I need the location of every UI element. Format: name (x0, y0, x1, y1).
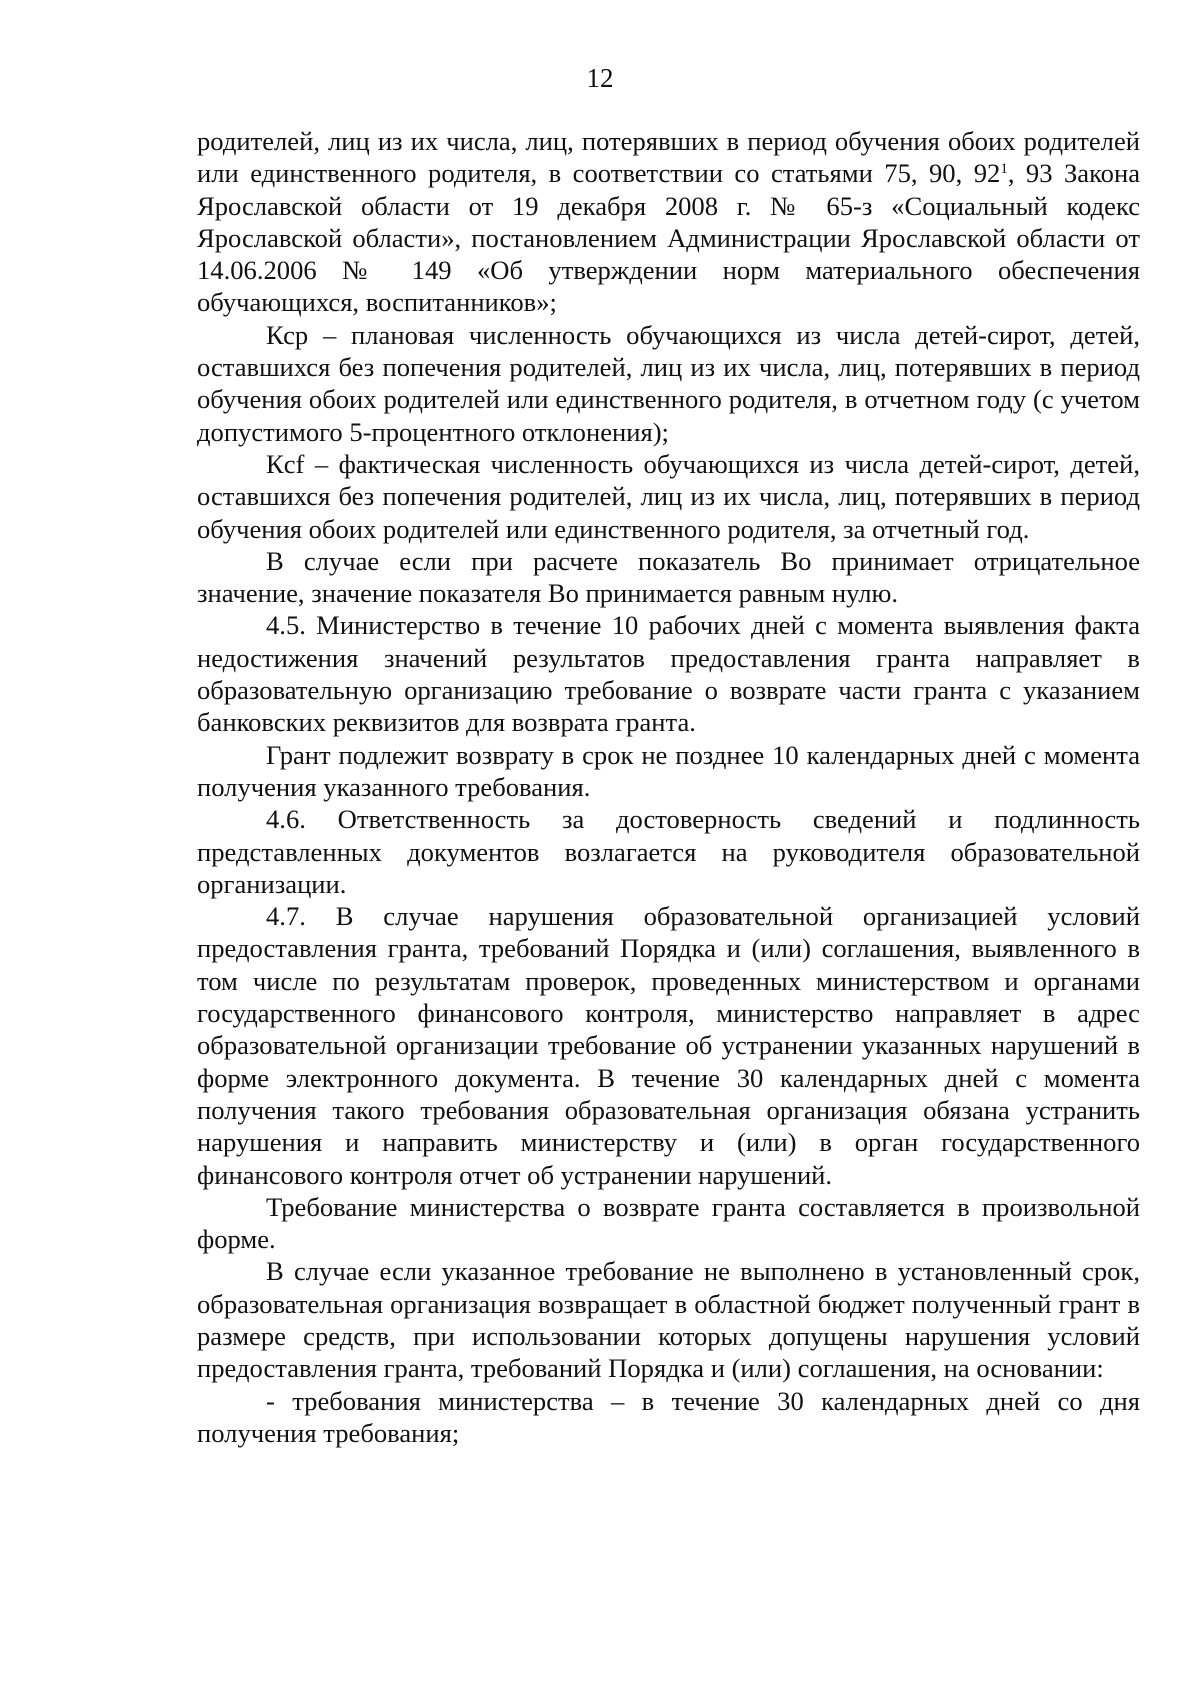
paragraph-unfulfilled-requirement: В случае если указанное требование не выполнено в установленный срок, образовательная организация возвращает в областной бюджет полученный грант в размере средств, при использовании которых допущены нарушения условий предоставления гранта, требований Порядка и (или) соглашения, на основании: (197, 1256, 1140, 1384)
paragraph-kcf-definition: Кcf – фактическая численность обучающихся из числа детей-сирот, детей, оставшихся без попечения родителей, лиц из их числа, лиц, потерявших в период обучения обоих родителей или единственного родителя, за отчетный год. (197, 448, 1140, 544)
paragraph-section-4-5: 4.5. Министерство в течение 10 рабочих дней с момента выявления факта недостижения значений результатов предоставления гранта направляет в образовательную организацию требование о возврате части гранта с указанием банковских реквизитов для возврата гранта. (197, 610, 1140, 738)
paragraph-section-4-6: 4.6. Ответственность за достоверность сведений и подлинность представленных документов возлагается на руководителя образовательной организации. (197, 804, 1140, 899)
paragraph-negative-value-rule: В случае если при расчете показатель Во принимает отрицательное значение, значение показателя Во принимается равным нулю. (197, 545, 1140, 609)
paragraph-grant-return-deadline: Грант подлежит возврату в срок не позднее 10 календарных дней с момента получения указанного требования. (197, 739, 1140, 802)
document-body (197, 125, 1140, 1449)
paragraph-ksr-definition: Кср – плановая численность обучающихся из числа детей-сирот, детей, оставшихся без попечения родителей, лиц из их числа, лиц, потерявших в период обучения обоих родителей или единственного родителя, в отчетном году (с учетом допустимого 5-процентного отклонения); (197, 319, 1140, 447)
paragraph-text-before-superscript: родителей, лиц из их числа, лиц, потерявших в период обучения обоих родителей или единственного родителя, в соответствии со статьями 75, 90, 92 (197, 126, 1140, 189)
paragraph-requirement-form: Требование министерства о возврате гранта составляется в произвольной форме. (197, 1191, 1140, 1255)
paragraph-list-item-ministry-requirement: - требования министерства – в течение 30 календарных дней со дня получения требования; (197, 1385, 1140, 1448)
page-number: 12 (586, 63, 614, 93)
superscript-index: 1 (1000, 161, 1008, 178)
paragraph-section-4-7: 4.7. В случае нарушения образовательной организацией условий предоставления гранта, требований Порядка и (или) соглашения, выявленного в том числе по результатам проверок, проведенных министерством и органами государственного финансового контроля, министерство направляет в адрес образовательной организации требование об устранении указанных нарушений в форме электронного документа. В течение 30 календарных дней с момента получения такого требования образовательная организация обязана устранить нарушения и направить министерству и (или) в орган государственного финансового контроля отчет об устранении нарушений. (197, 901, 1140, 1190)
paragraph-text-after-superscript: , 93 Закона Ярославской области от 19 декабря 2008 г. № 65-з «Социальный кодекс Ярославской области», постановлением Администрации Ярославской области от 14.06.2006 № 149 «Об утверждении норм материального обеспечения обучающихся, воспитанников»; (197, 158, 1140, 318)
paragraph-continuation (197, 125, 1140, 319)
